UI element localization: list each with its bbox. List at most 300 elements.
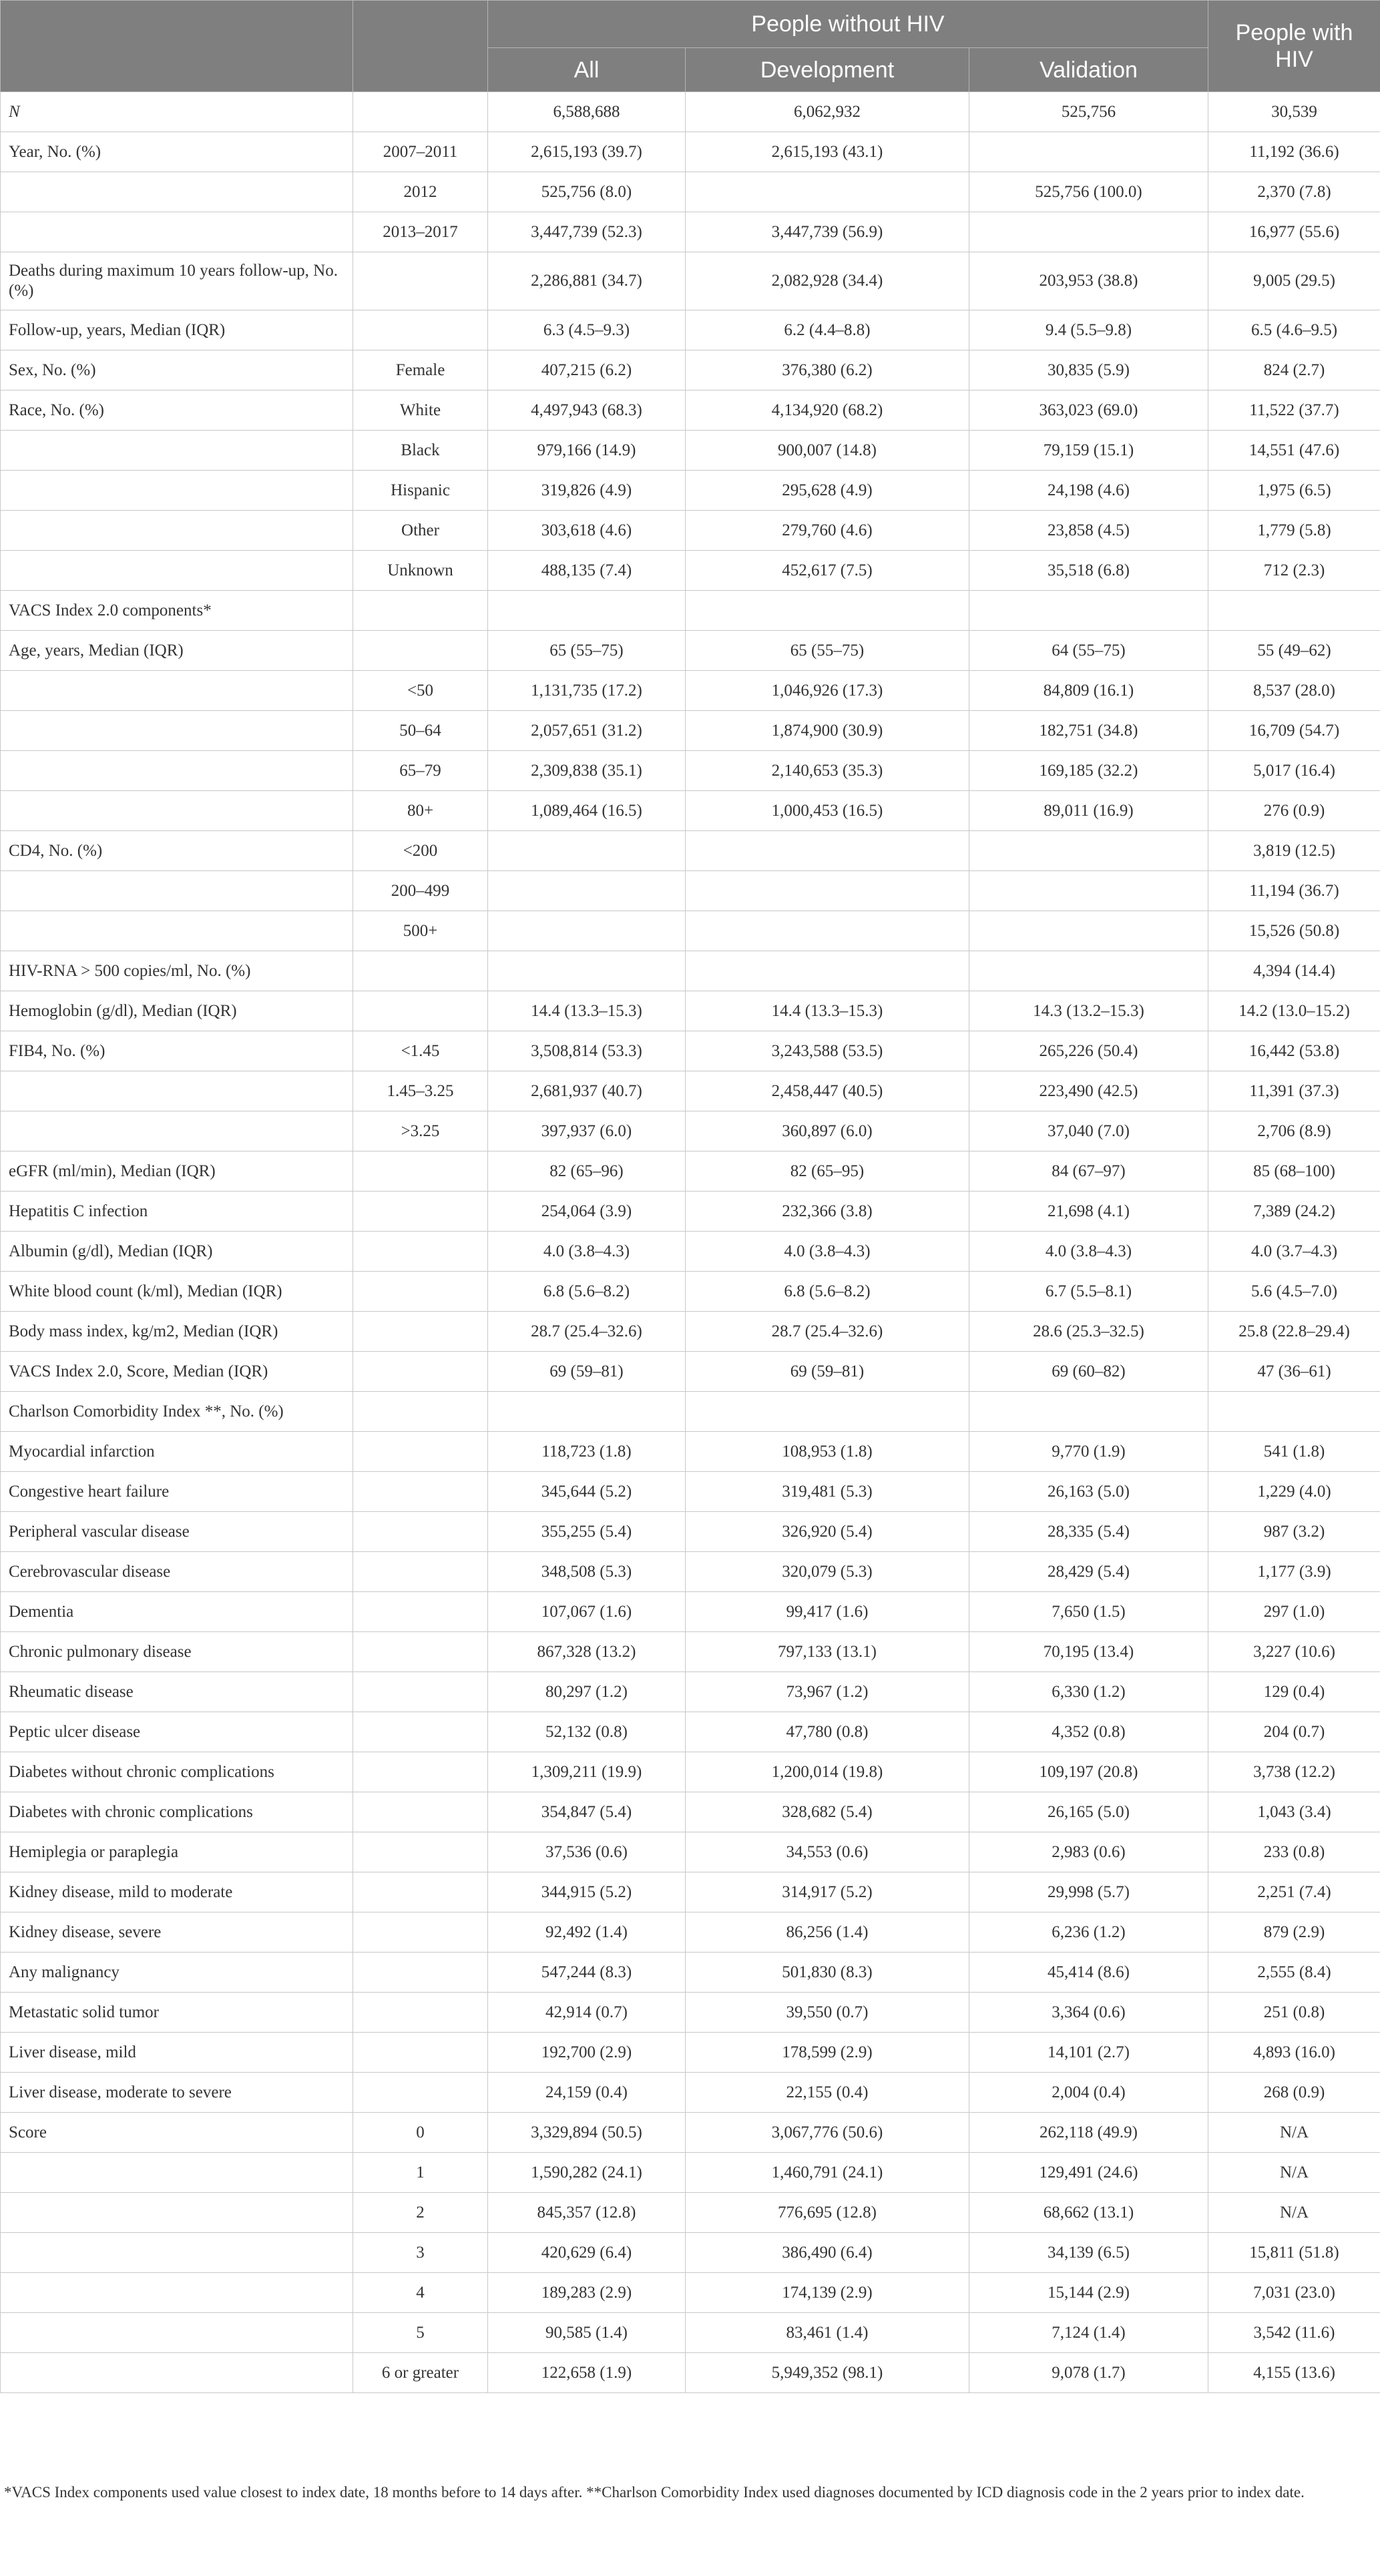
cell-development: [686, 911, 969, 951]
row-subgroup: [353, 1512, 488, 1552]
cell-validation: 68,662 (13.1): [969, 2193, 1208, 2233]
row-label: VACS Index 2.0 components*: [1, 591, 353, 631]
row-subgroup: [353, 1712, 488, 1752]
row-subgroup: [353, 1832, 488, 1872]
cell-development: 501,830 (8.3): [686, 1953, 969, 1993]
cell-validation: 9,078 (1.7): [969, 2353, 1208, 2393]
table-row: [1, 1512, 1380, 1552]
cell-development: 2,082,928 (34.4): [686, 252, 969, 310]
row-label: Age, years, Median (IQR): [1, 631, 353, 671]
table-row: [1, 2273, 1380, 2313]
row-subgroup: 4: [353, 2273, 488, 2313]
row-subgroup: White: [353, 391, 488, 431]
cell-development: 4,134,920 (68.2): [686, 391, 969, 431]
cell-validation: 2,983 (0.6): [969, 1832, 1208, 1872]
row-label: Metastatic solid tumor: [1, 1993, 353, 2033]
cell-development: 1,000,453 (16.5): [686, 791, 969, 831]
cell-development: 6,062,932: [686, 92, 969, 132]
table-row: [1, 551, 1380, 591]
cell-development: 108,953 (1.8): [686, 1432, 969, 1472]
cell-with-hiv: 4,893 (16.0): [1208, 2033, 1380, 2073]
row-subgroup: [353, 1993, 488, 2033]
row-label: Diabetes with chronic complications: [1, 1792, 353, 1832]
cell-validation: 69 (60–82): [969, 1352, 1208, 1392]
cell-all: 80,297 (1.2): [488, 1672, 686, 1712]
cell-validation: [969, 591, 1208, 631]
cell-with-hiv: 276 (0.9): [1208, 791, 1380, 831]
cell-all: 28.7 (25.4–32.6): [488, 1312, 686, 1352]
cell-development: 82 (65–95): [686, 1151, 969, 1192]
row-subgroup: 5: [353, 2313, 488, 2353]
cell-development: 6.2 (4.4–8.8): [686, 310, 969, 350]
row-label: Chronic pulmonary disease: [1, 1632, 353, 1672]
cell-validation: 129,491 (24.6): [969, 2153, 1208, 2193]
row-label: [1, 2153, 353, 2193]
cell-with-hiv: 1,043 (3.4): [1208, 1792, 1380, 1832]
cell-development: 1,874,900 (30.9): [686, 711, 969, 751]
cell-validation: 24,198 (4.6): [969, 471, 1208, 511]
table-row: [1, 1151, 1380, 1192]
cell-development: 376,380 (6.2): [686, 350, 969, 391]
cell-with-hiv: 233 (0.8): [1208, 1832, 1380, 1872]
table-row: [1, 631, 1380, 671]
cell-with-hiv: 47 (36–61): [1208, 1352, 1380, 1392]
cell-validation: 14,101 (2.7): [969, 2033, 1208, 2073]
cell-all: 14.4 (13.3–15.3): [488, 991, 686, 1031]
cell-validation: 28,429 (5.4): [969, 1552, 1208, 1592]
cell-validation: [969, 1392, 1208, 1432]
cell-all: 3,508,814 (53.3): [488, 1031, 686, 1071]
cell-with-hiv: 3,819 (12.5): [1208, 831, 1380, 871]
cell-all: [488, 1392, 686, 1432]
table-row: [1, 1352, 1380, 1392]
row-subgroup: <50: [353, 671, 488, 711]
row-label: Liver disease, moderate to severe: [1, 2073, 353, 2113]
cell-all: 82 (65–96): [488, 1151, 686, 1192]
table-row: [1, 172, 1380, 212]
header-col-all: All: [488, 48, 686, 92]
cell-with-hiv: 85 (68–100): [1208, 1151, 1380, 1192]
row-subgroup: [353, 1312, 488, 1352]
table-row: [1, 2353, 1380, 2393]
row-subgroup: [353, 1872, 488, 1912]
row-label: [1, 2193, 353, 2233]
cell-development: 328,682 (5.4): [686, 1792, 969, 1832]
cell-validation: 6.7 (5.5–8.1): [969, 1272, 1208, 1312]
cell-validation: 2,004 (0.4): [969, 2073, 1208, 2113]
row-subgroup: 65–79: [353, 751, 488, 791]
table-body: [1, 92, 1380, 2393]
cell-development: 326,920 (5.4): [686, 1512, 969, 1552]
cell-validation: [969, 911, 1208, 951]
cell-with-hiv: 5,017 (16.4): [1208, 751, 1380, 791]
cell-development: 776,695 (12.8): [686, 2193, 969, 2233]
cell-validation: 262,118 (49.9): [969, 2113, 1208, 2153]
row-subgroup: 200–499: [353, 871, 488, 911]
cell-validation: 4,352 (0.8): [969, 1712, 1208, 1752]
row-label: Sex, No. (%): [1, 350, 353, 391]
cell-all: 2,615,193 (39.7): [488, 132, 686, 172]
row-subgroup: [353, 1792, 488, 1832]
cell-validation: 9.4 (5.5–9.8): [969, 310, 1208, 350]
cell-with-hiv: N/A: [1208, 2193, 1380, 2233]
row-subgroup: 2: [353, 2193, 488, 2233]
cell-all: 319,826 (4.9): [488, 471, 686, 511]
cell-development: 386,490 (6.4): [686, 2233, 969, 2273]
cell-all: 42,914 (0.7): [488, 1993, 686, 2033]
cell-all: 407,215 (6.2): [488, 350, 686, 391]
cell-development: 28.7 (25.4–32.6): [686, 1312, 969, 1352]
row-subgroup: 6 or greater: [353, 2353, 488, 2393]
row-subgroup: [353, 631, 488, 671]
cell-development: 320,079 (5.3): [686, 1552, 969, 1592]
cell-development: [686, 871, 969, 911]
cell-with-hiv: 15,811 (51.8): [1208, 2233, 1380, 2273]
cell-development: 65 (55–75): [686, 631, 969, 671]
cell-validation: [969, 212, 1208, 252]
row-subgroup: [353, 1912, 488, 1953]
cell-development: 69 (59–81): [686, 1352, 969, 1392]
cell-with-hiv: 251 (0.8): [1208, 1993, 1380, 2033]
cell-development: [686, 831, 969, 871]
table-row: [1, 1752, 1380, 1792]
row-subgroup: [353, 1352, 488, 1392]
row-label: Follow-up, years, Median (IQR): [1, 310, 353, 350]
cell-all: 525,756 (8.0): [488, 172, 686, 212]
cell-all: 2,309,838 (35.1): [488, 751, 686, 791]
table-row: [1, 132, 1380, 172]
cell-with-hiv: 541 (1.8): [1208, 1432, 1380, 1472]
cell-validation: [969, 831, 1208, 871]
row-label: White blood count (k/ml), Median (IQR): [1, 1272, 353, 1312]
cell-validation: [969, 951, 1208, 991]
cell-validation: 28.6 (25.3–32.5): [969, 1312, 1208, 1352]
row-label: [1, 911, 353, 951]
cell-all: 3,447,739 (52.3): [488, 212, 686, 252]
cell-validation: 15,144 (2.9): [969, 2273, 1208, 2313]
cell-development: 319,481 (5.3): [686, 1472, 969, 1512]
cell-development: 1,460,791 (24.1): [686, 2153, 969, 2193]
cell-development: 2,140,653 (35.3): [686, 751, 969, 791]
cell-development: 86,256 (1.4): [686, 1912, 969, 1953]
cell-development: 295,628 (4.9): [686, 471, 969, 511]
row-subgroup: 80+: [353, 791, 488, 831]
cell-validation: 70,195 (13.4): [969, 1632, 1208, 1672]
cell-development: 73,967 (1.2): [686, 1672, 969, 1712]
row-label: [1, 471, 353, 511]
cell-validation: 35,518 (6.8): [969, 551, 1208, 591]
cell-validation: 14.3 (13.2–15.3): [969, 991, 1208, 1031]
cell-development: 3,447,739 (56.9): [686, 212, 969, 252]
table-row: [1, 1832, 1380, 1872]
row-label: [1, 751, 353, 791]
cell-validation: 84 (67–97): [969, 1151, 1208, 1192]
table-row: [1, 212, 1380, 252]
cell-development: 3,243,588 (53.5): [686, 1031, 969, 1071]
cell-development: 174,139 (2.9): [686, 2273, 969, 2313]
cell-with-hiv: 11,522 (37.7): [1208, 391, 1380, 431]
row-subgroup: 500+: [353, 911, 488, 951]
cell-with-hiv: 11,194 (36.7): [1208, 871, 1380, 911]
cell-validation: 84,809 (16.1): [969, 671, 1208, 711]
cell-with-hiv: 2,555 (8.4): [1208, 1953, 1380, 1993]
cell-all: 6.3 (4.5–9.3): [488, 310, 686, 350]
cell-validation: 89,011 (16.9): [969, 791, 1208, 831]
cell-development: [686, 172, 969, 212]
cell-validation: 169,185 (32.2): [969, 751, 1208, 791]
cell-all: 52,132 (0.8): [488, 1712, 686, 1752]
cell-with-hiv: 6.5 (4.6–9.5): [1208, 310, 1380, 350]
cell-all: 979,166 (14.9): [488, 431, 686, 471]
row-subgroup: Hispanic: [353, 471, 488, 511]
header-col-development: Development: [686, 48, 969, 92]
row-label: Hemoglobin (g/dl), Median (IQR): [1, 991, 353, 1031]
cell-validation: 7,650 (1.5): [969, 1592, 1208, 1632]
row-label: Peptic ulcer disease: [1, 1712, 353, 1752]
cell-all: [488, 911, 686, 951]
row-label: Myocardial infarction: [1, 1432, 353, 1472]
table-row: [1, 1272, 1380, 1312]
row-subgroup: 2007–2011: [353, 132, 488, 172]
cell-validation: [969, 132, 1208, 172]
cell-with-hiv: 1,975 (6.5): [1208, 471, 1380, 511]
row-subgroup: [353, 1432, 488, 1472]
row-subgroup: [353, 2073, 488, 2113]
cell-with-hiv: 5.6 (4.5–7.0): [1208, 1272, 1380, 1312]
cell-all: 2,681,937 (40.7): [488, 1071, 686, 1111]
row-label: Cerebrovascular disease: [1, 1552, 353, 1592]
table-row: [1, 1432, 1380, 1472]
cell-validation: 203,953 (38.8): [969, 252, 1208, 310]
row-subgroup: 1.45–3.25: [353, 1071, 488, 1111]
cell-with-hiv: 3,227 (10.6): [1208, 1632, 1380, 1672]
cell-validation: 21,698 (4.1): [969, 1192, 1208, 1232]
row-label: [1, 212, 353, 252]
cell-all: 547,244 (8.3): [488, 1953, 686, 1993]
table-row: [1, 252, 1380, 310]
cell-all: 1,309,211 (19.9): [488, 1752, 686, 1792]
cell-validation: 26,165 (5.0): [969, 1792, 1208, 1832]
cell-validation: 37,040 (7.0): [969, 1111, 1208, 1151]
table-row: [1, 2193, 1380, 2233]
cell-development: 14.4 (13.3–15.3): [686, 991, 969, 1031]
header-col-validation: Validation: [969, 48, 1208, 92]
cell-development: 232,366 (3.8): [686, 1192, 969, 1232]
row-label: FIB4, No. (%): [1, 1031, 353, 1071]
row-subgroup: >3.25: [353, 1111, 488, 1151]
row-label: [1, 431, 353, 471]
cell-development: 6.8 (5.6–8.2): [686, 1272, 969, 1312]
cell-all: 65 (55–75): [488, 631, 686, 671]
row-label: Albumin (g/dl), Median (IQR): [1, 1232, 353, 1272]
row-label: Charlson Comorbidity Index **, No. (%): [1, 1392, 353, 1432]
cell-all: 107,067 (1.6): [488, 1592, 686, 1632]
cell-with-hiv: 129 (0.4): [1208, 1672, 1380, 1712]
row-label: [1, 2233, 353, 2273]
cell-with-hiv: 3,542 (11.6): [1208, 2313, 1380, 2353]
row-label: CD4, No. (%): [1, 831, 353, 871]
cell-with-hiv: 7,389 (24.2): [1208, 1192, 1380, 1232]
cell-validation: 23,858 (4.5): [969, 511, 1208, 551]
cell-development: 1,200,014 (19.8): [686, 1752, 969, 1792]
row-label: Deaths during maximum 10 years follow-up, No. (%): [1, 252, 353, 310]
row-label: Kidney disease, severe: [1, 1912, 353, 1953]
table-row: [1, 1312, 1380, 1352]
row-subgroup: 3: [353, 2233, 488, 2273]
cell-development: 797,133 (13.1): [686, 1632, 969, 1672]
row-label: Score: [1, 2113, 353, 2153]
table-row: [1, 791, 1380, 831]
cell-validation: 109,197 (20.8): [969, 1752, 1208, 1792]
row-label: [1, 551, 353, 591]
cell-all: [488, 831, 686, 871]
cell-with-hiv: 11,192 (36.6): [1208, 132, 1380, 172]
row-label: eGFR (ml/min), Median (IQR): [1, 1151, 353, 1192]
table-row: [1, 2233, 1380, 2273]
cell-all: 24,159 (0.4): [488, 2073, 686, 2113]
row-label: [1, 791, 353, 831]
row-subgroup: [353, 1392, 488, 1432]
cell-validation: 7,124 (1.4): [969, 2313, 1208, 2353]
row-subgroup: [353, 1232, 488, 1272]
cell-with-hiv: 879 (2.9): [1208, 1912, 1380, 1953]
row-subgroup: <200: [353, 831, 488, 871]
cell-with-hiv: 55 (49–62): [1208, 631, 1380, 671]
row-label: VACS Index 2.0, Score, Median (IQR): [1, 1352, 353, 1392]
row-subgroup: 50–64: [353, 711, 488, 751]
row-subgroup: 1: [353, 2153, 488, 2193]
row-label: [1, 1071, 353, 1111]
table-row: [1, 1071, 1380, 1111]
cell-all: 1,131,735 (17.2): [488, 671, 686, 711]
cell-development: 279,760 (4.6): [686, 511, 969, 551]
cell-with-hiv: 824 (2.7): [1208, 350, 1380, 391]
row-label: Rheumatic disease: [1, 1672, 353, 1712]
row-label: Congestive heart failure: [1, 1472, 353, 1512]
cell-all: [488, 951, 686, 991]
cell-with-hiv: 268 (0.9): [1208, 2073, 1380, 2113]
cell-all: 867,328 (13.2): [488, 1632, 686, 1672]
cell-all: 6.8 (5.6–8.2): [488, 1272, 686, 1312]
row-label: [1, 2273, 353, 2313]
cell-with-hiv: 4,394 (14.4): [1208, 951, 1380, 991]
cell-with-hiv: 16,977 (55.6): [1208, 212, 1380, 252]
cell-validation: 3,364 (0.6): [969, 1993, 1208, 2033]
cell-all: 4.0 (3.8–4.3): [488, 1232, 686, 1272]
cell-with-hiv: 15,526 (50.8): [1208, 911, 1380, 951]
row-subgroup: [353, 252, 488, 310]
table-row: [1, 2073, 1380, 2113]
cell-development: 4.0 (3.8–4.3): [686, 1232, 969, 1272]
cell-all: 6,588,688: [488, 92, 686, 132]
row-subgroup: [353, 1151, 488, 1192]
cell-development: 83,461 (1.4): [686, 2313, 969, 2353]
cell-validation: 182,751 (34.8): [969, 711, 1208, 751]
cell-with-hiv: 297 (1.0): [1208, 1592, 1380, 1632]
cell-with-hiv: [1208, 1392, 1380, 1432]
table-row: [1, 1592, 1380, 1632]
cell-with-hiv: 204 (0.7): [1208, 1712, 1380, 1752]
cell-all: 4,497,943 (68.3): [488, 391, 686, 431]
cell-development: [686, 951, 969, 991]
table-row: [1, 1031, 1380, 1071]
cell-all: 37,536 (0.6): [488, 1832, 686, 1872]
cell-development: 314,917 (5.2): [686, 1872, 969, 1912]
cell-all: 1,590,282 (24.1): [488, 2153, 686, 2193]
cell-with-hiv: 11,391 (37.3): [1208, 1071, 1380, 1111]
cell-with-hiv: 2,251 (7.4): [1208, 1872, 1380, 1912]
cell-all: [488, 591, 686, 631]
cell-validation: 4.0 (3.8–4.3): [969, 1232, 1208, 1272]
header-without-hiv: People without HIV: [488, 1, 1208, 48]
table-row: [1, 911, 1380, 951]
row-subgroup: [353, 310, 488, 350]
cell-with-hiv: 712 (2.3): [1208, 551, 1380, 591]
row-label: Any malignancy: [1, 1953, 353, 1993]
cell-development: 360,897 (6.0): [686, 1111, 969, 1151]
cell-all: 90,585 (1.4): [488, 2313, 686, 2353]
cell-with-hiv: N/A: [1208, 2113, 1380, 2153]
cell-with-hiv: 25.8 (22.8–29.4): [1208, 1312, 1380, 1352]
cell-validation: 265,226 (50.4): [969, 1031, 1208, 1071]
table-footnote: *VACS Index components used value closest to index date, 18 months before to 14 days after. **Charlson Comorbidity Index used diagnoses documented by ICD diagnosis code in the 2 years prior to index date.: [4, 2484, 1305, 2501]
table-row: [1, 391, 1380, 431]
row-subgroup: [353, 1953, 488, 1993]
table-row: [1, 1872, 1380, 1912]
cell-validation: 525,756 (100.0): [969, 172, 1208, 212]
row-subgroup: 2012: [353, 172, 488, 212]
table-row: [1, 1192, 1380, 1232]
header-with-hiv: People with HIV: [1208, 1, 1380, 92]
table-row: [1, 92, 1380, 132]
cell-validation: 79,159 (15.1): [969, 431, 1208, 471]
cell-validation: [969, 871, 1208, 911]
table-row: [1, 1953, 1380, 1993]
row-label: [1, 1111, 353, 1151]
cell-with-hiv: 16,709 (54.7): [1208, 711, 1380, 751]
table-row: [1, 1232, 1380, 1272]
cell-validation: 26,163 (5.0): [969, 1472, 1208, 1512]
cell-all: 118,723 (1.8): [488, 1432, 686, 1472]
cell-all: 254,064 (3.9): [488, 1192, 686, 1232]
cell-all: 92,492 (1.4): [488, 1912, 686, 1953]
table-row: [1, 1792, 1380, 1832]
row-subgroup: [353, 2033, 488, 2073]
cell-with-hiv: 9,005 (29.5): [1208, 252, 1380, 310]
header-subgroup-cell: [353, 1, 488, 92]
row-label: Peripheral vascular disease: [1, 1512, 353, 1552]
row-label: N: [1, 92, 353, 132]
cell-all: 189,283 (2.9): [488, 2273, 686, 2313]
table-row: [1, 1632, 1380, 1672]
table-row: [1, 871, 1380, 911]
row-subgroup: [353, 92, 488, 132]
cell-validation: 45,414 (8.6): [969, 1953, 1208, 1993]
table-row: [1, 471, 1380, 511]
row-label: Year, No. (%): [1, 132, 353, 172]
cell-development: 34,553 (0.6): [686, 1832, 969, 1872]
table-row: [1, 2113, 1380, 2153]
cell-development: 900,007 (14.8): [686, 431, 969, 471]
cell-with-hiv: 4,155 (13.6): [1208, 2353, 1380, 2393]
row-label: Liver disease, mild: [1, 2033, 353, 2073]
row-subgroup: [353, 1632, 488, 1672]
table-row: [1, 2033, 1380, 2073]
cell-with-hiv: 30,539: [1208, 92, 1380, 132]
cell-all: 345,644 (5.2): [488, 1472, 686, 1512]
row-subgroup: [353, 1192, 488, 1232]
cell-development: [686, 591, 969, 631]
